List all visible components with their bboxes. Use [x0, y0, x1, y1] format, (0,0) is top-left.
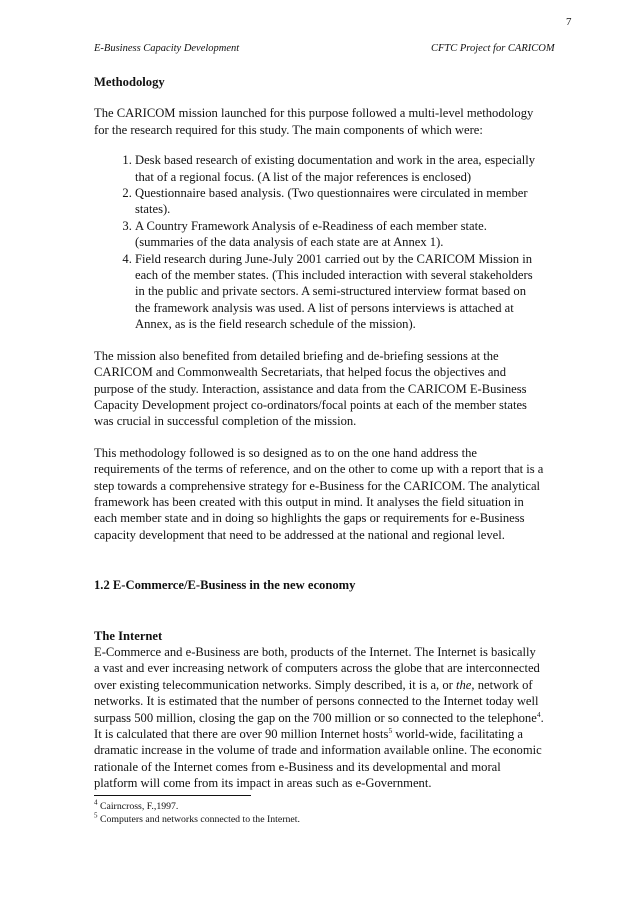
footnote-ref-4: 4: [536, 709, 541, 719]
page-number: 7: [566, 16, 572, 28]
methodology-components-list: [94, 152, 544, 332]
list-item: 2. Questionnaire based analysis. (Two questionnaires were circulated in member states).: [135, 185, 544, 218]
footnote-mark: 5: [94, 811, 98, 820]
footnote-mark: 4: [94, 798, 98, 807]
methodology-heading: Methodology: [94, 75, 165, 89]
methodology-paragraph-3: This methodology followed is so designed as to on the one hand address the requirements of the terms of reference, and on the other to come up with a report that is a step towards a comprehensive strategy for e-Business for the CARICOM. The analytical framework has been created with this output in mind. It analyses the field situation in each member state and in doing so highlights the gaps or requirements for e-Business capacity development that need to be addressed at the national and regional level.: [94, 445, 544, 542]
internet-text-d: world-wide, facilitating a dramatic increase in the volume of trade and information available online. The economic rationale of the Internet comes from e-Business and its developmental and moral platform will come from its impact in areas such as e-Government.: [94, 727, 542, 791]
internet-text-b: , network of networks. It is estimated that the number of persons connected to the Internet today well surpass 500 million, closing the gap on the 700 million or so connected to the telephone: [94, 677, 539, 725]
internet-text-c: . It is calculated that there are over 90 million Internet hosts: [94, 710, 544, 741]
section-title: 1.2 E-Commerce/E-Business in the new economy: [94, 578, 356, 593]
methodology-intro: The CARICOM mission launched for this purpose followed a multi-level methodology for the research required for this study. The main components of which were:: [94, 106, 534, 137]
header-right: CFTC Project for CARICOM: [431, 43, 555, 54]
footnotes: [94, 800, 300, 826]
methodology-paragraph-2: The mission also benefited from detailed briefing and de-briefing sessions at the CARICOM and Commonwealth Secretariats, that helped focus the objectives and purpose of the study. Interaction, assistance and data from the CARICOM E-Business Capacity Development project co-ordinators/focal points at each of the member states was crucial in successful completion of the mission.: [94, 348, 527, 429]
footnote: [94, 813, 300, 826]
list-item: 4. Field research during June-July 2001 carried out by the CARICOM Mission in each of the member states. (This included interaction with several stakeholders in the public and private sectors. A semi-structured interview format based on the framework analysis was used. A list of persons interviews is attached at Annex, as is the field research schedule of the mission).: [135, 251, 544, 333]
internet-paragraph: [94, 644, 544, 792]
header-left: E-Business Capacity Development: [94, 43, 240, 54]
list-item: 3. A Country Framework Analysis of e-Readiness of each member state. (summaries of the data analysis of each state are at Annex 1).: [135, 218, 544, 251]
internet-text-emphasis: the: [456, 677, 472, 692]
internet-text-a: E-Commerce and e-Business are both, products of the Internet. The Internet is basically a vast and ever increasing network of computers across the globe that are interconnected over existing telecommunication networks. Simply described, it is a, or: [94, 644, 540, 692]
footnote-separator: [94, 795, 251, 796]
footnote-text: Computers and networks connected to the Internet.: [99, 814, 300, 825]
footnote: [94, 800, 300, 813]
footnote-ref-5: 5: [388, 725, 393, 735]
footnote-text: Cairncross, F.,1997.: [99, 801, 179, 812]
internet-heading: The Internet: [94, 628, 163, 643]
list-item: 1. Desk based research of existing documentation and work in the area, especially that of a regional focus. (A list of the major references is enclosed): [135, 152, 544, 185]
page-body: [94, 74, 544, 792]
